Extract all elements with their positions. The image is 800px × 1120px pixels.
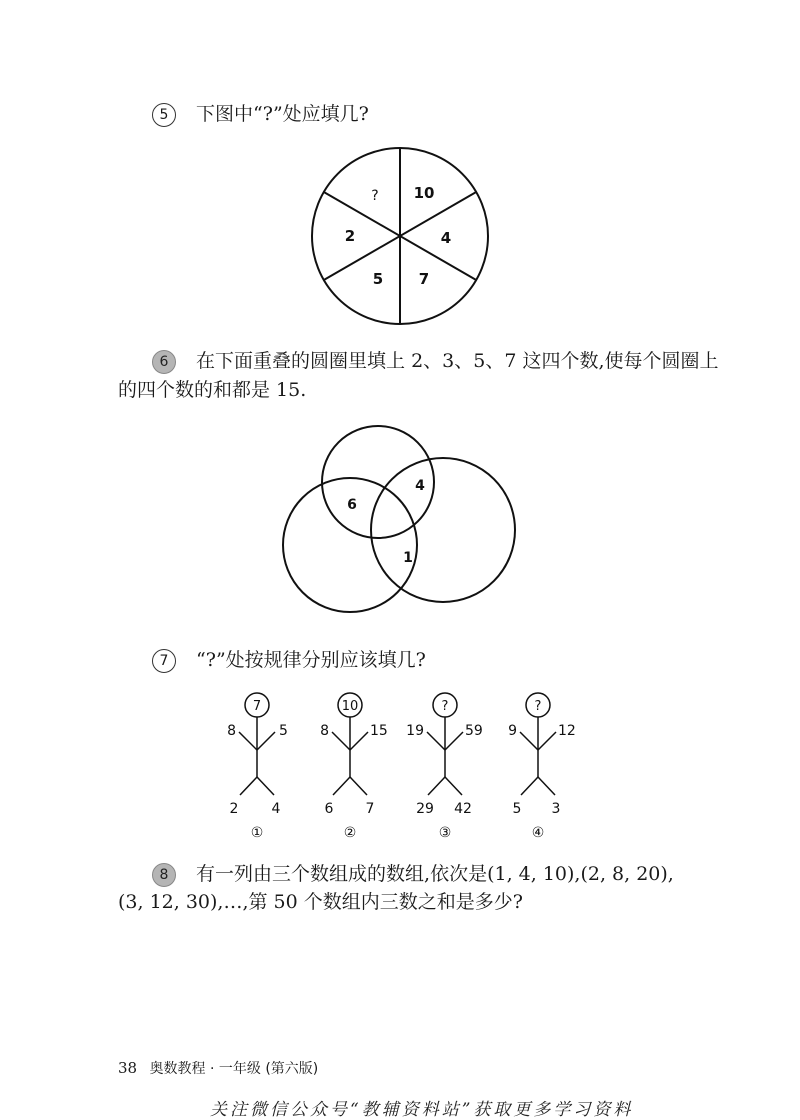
question-6-line-2: 的四个数的和都是 15. [118, 379, 307, 401]
question-number: 5 [152, 103, 176, 127]
right-arm-value: 5 [279, 723, 288, 739]
stick-figure-4 [508, 693, 576, 841]
right-leg-value: 7 [365, 801, 375, 817]
head-value: 10 [341, 699, 359, 714]
left-arm-value: 8 [227, 723, 236, 739]
figure-caption: ② [343, 825, 357, 841]
pie-label: ? [371, 188, 379, 204]
pie-label: 7 [418, 270, 430, 288]
right-arm-value: 15 [370, 723, 388, 739]
question-text: “?”处按规律分别应该填几? [196, 649, 426, 671]
pie-label: 2 [344, 227, 356, 245]
question-text: 有一列由三个数组成的数组,依次是(1, 4, 10),(2, 8, 20), [196, 863, 674, 885]
question-8-line-2: (3, 12, 30),…,第 50 个数组内三数之和是多少? [118, 891, 523, 913]
pie-label: 5 [372, 270, 384, 288]
question-number: 6 [152, 350, 176, 374]
left-leg-value: 29 [416, 801, 434, 817]
book-title: 奥数教程 · 一年级 (第六版) [149, 1061, 319, 1077]
pie-label: 10 [413, 184, 435, 202]
question-number: 8 [152, 863, 176, 887]
venn-label: 4 [415, 478, 425, 494]
question-text: 在下面重叠的圆圈里填上 2、3、5、7 这四个数,使每个圆圈上 [196, 350, 719, 372]
figure-caption: ③ [438, 825, 452, 841]
head-value: 7 [252, 699, 262, 714]
left-leg-value: 5 [512, 801, 522, 817]
question-number: 7 [152, 649, 176, 673]
left-arm-value: 9 [508, 723, 517, 739]
pie-figure [310, 146, 490, 326]
promo-watermark: 关注微信公众号“教辅资料站”获取更多学习资料 [210, 1100, 634, 1120]
question-7 [152, 646, 426, 674]
left-leg-value: 6 [324, 801, 334, 817]
left-arm-value: 19 [406, 723, 424, 739]
venn-label: 6 [347, 497, 357, 513]
right-arm-value: 59 [465, 723, 483, 739]
left-arm-value: 8 [320, 723, 329, 739]
figure-caption: ① [250, 825, 264, 841]
stick-figures [200, 685, 600, 845]
right-leg-value: 4 [271, 801, 281, 817]
question-6-line-1 [152, 347, 719, 375]
question-8-line-1 [152, 860, 674, 888]
head-value: ? [534, 699, 542, 714]
left-leg-value: 2 [229, 801, 239, 817]
figure-caption: ④ [531, 825, 545, 841]
venn-figure [280, 418, 525, 613]
stick-figure-3 [406, 693, 483, 841]
right-leg-value: 3 [551, 801, 561, 817]
page-footer [118, 1058, 318, 1078]
pie-label: 4 [440, 229, 452, 247]
question-5 [152, 100, 369, 128]
right-leg-value: 42 [454, 801, 472, 817]
stick-figure-2 [320, 693, 388, 841]
page-number: 38 [118, 1059, 138, 1077]
stick-figure-1 [227, 693, 288, 841]
venn-label: 1 [403, 550, 413, 566]
right-arm-value: 12 [558, 723, 576, 739]
head-value: ? [441, 699, 449, 714]
question-text: 下图中“?”处应填几? [196, 103, 369, 125]
